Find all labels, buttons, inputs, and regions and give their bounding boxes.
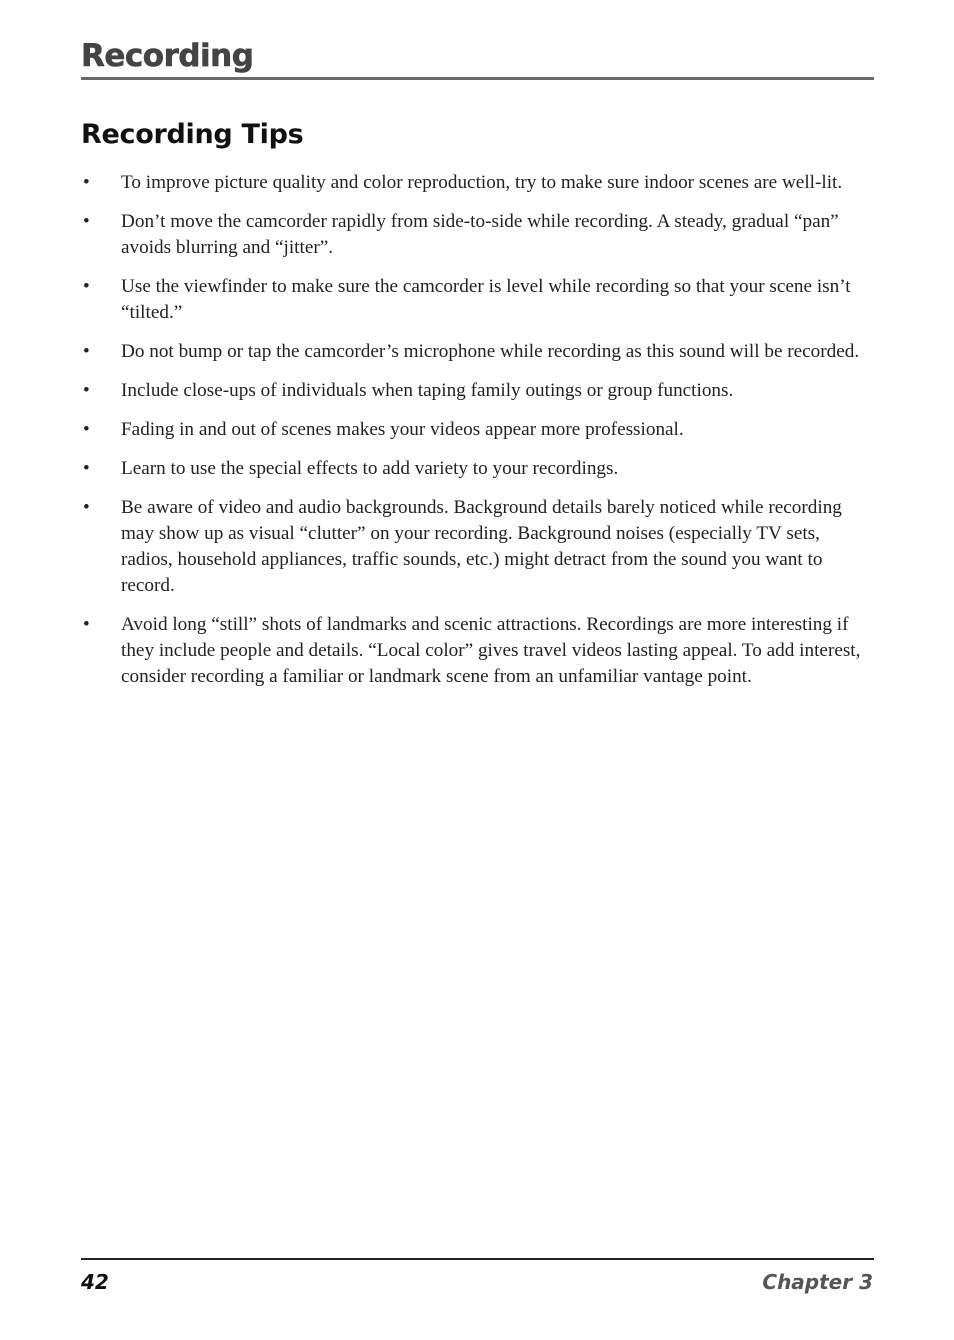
list-item: [81, 209, 871, 261]
tip-text: Don’t move the camcorder rapidly from side-to-side while recording. A steady, gradual “pan” avoids blurring and “jitter”.: [121, 211, 839, 258]
bullet-icon: •: [83, 458, 90, 479]
list-item: [81, 612, 871, 690]
header-rule: [81, 77, 874, 80]
tips-list: [81, 170, 871, 703]
chapter-label: Chapter 3: [762, 1270, 873, 1294]
tip-text: Avoid long “still” shots of landmarks and scenic attractions. Recordings are more interesting if they include people and details. “Local color” gives travel videos lasting appeal. To add interest, consider recording a familiar or landmark scene from an unfamiliar vantage point.: [121, 614, 861, 687]
list-item: [81, 456, 871, 482]
list-item: [81, 339, 871, 365]
tip-text: Be aware of video and audio backgrounds. Background details barely noticed while recording may show up as visual “clutter” on your recording. Background noises (especially TV sets, radios, household appliances, traffic sounds, etc.) might detract from the sound you want to record.: [121, 497, 842, 596]
bullet-icon: •: [83, 211, 90, 232]
bullet-icon: •: [83, 497, 90, 518]
list-item: [81, 495, 871, 599]
bullet-icon: •: [83, 380, 90, 401]
tip-text: Include close-ups of individuals when taping family outings or group functions.: [121, 380, 734, 401]
bullet-icon: •: [83, 419, 90, 440]
section-title: Recording: [81, 38, 254, 74]
bullet-icon: •: [83, 341, 90, 362]
tip-text: Do not bump or tap the camcorder’s microphone while recording as this sound will be recorded.: [121, 341, 860, 362]
page-title: Recording Tips: [81, 119, 304, 150]
tip-text: Fading in and out of scenes makes your videos appear more professional.: [121, 419, 684, 440]
running-header: [81, 36, 874, 76]
list-item: [81, 274, 871, 326]
tip-text: Use the viewfinder to make sure the camcorder is level while recording so that your scene isn’t “tilted.”: [121, 276, 851, 323]
list-item: [81, 170, 871, 196]
bullet-icon: •: [83, 276, 90, 297]
tip-text: To improve picture quality and color reproduction, try to make sure indoor scenes are well-lit.: [121, 172, 843, 193]
list-item: [81, 378, 871, 404]
tip-text: Learn to use the special effects to add variety to your recordings.: [121, 458, 619, 479]
list-item: [81, 417, 871, 443]
bullet-icon: •: [83, 614, 90, 635]
page-number: 42: [81, 1270, 109, 1294]
footer-rule: [81, 1258, 874, 1260]
bullet-icon: •: [83, 172, 90, 193]
